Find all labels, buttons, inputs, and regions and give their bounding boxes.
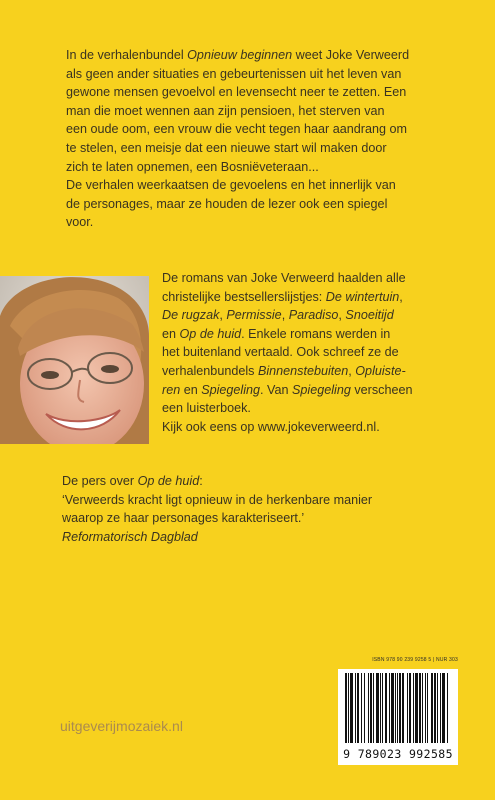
text-segment: ,: [219, 308, 227, 323]
barcode: [338, 669, 458, 765]
barcode-bar: [395, 673, 396, 743]
text-line: [62, 528, 372, 547]
text-segment: zich te laten opnemen, een Bosniëveteraan...: [66, 159, 319, 174]
barcode-bar: [361, 673, 362, 743]
text-segment: het buitenland vertaald. Ook schreef ze de: [162, 345, 399, 360]
barcode-bar: [415, 673, 418, 743]
text-segment: waarop ze haar personages karakteriseert.’: [62, 511, 305, 526]
text-segment: De rugzak: [162, 308, 220, 323]
author-bio-paragraph: [162, 269, 412, 436]
text-segment: Binnenstebuiten: [257, 363, 349, 378]
text-segment: Snoeitijd: [345, 308, 394, 323]
text-line: [162, 399, 412, 418]
barcode-bar: [427, 673, 428, 743]
text-segment: ren: [162, 382, 181, 397]
barcode-bar: [389, 673, 390, 743]
text-segment: Spiegeling: [201, 382, 261, 397]
author-photo: [0, 276, 149, 444]
text-segment: ,: [281, 308, 289, 323]
text-segment: voor.: [66, 215, 94, 230]
text-segment: . Enkele romans werden in: [241, 326, 391, 341]
barcode-bar: [391, 673, 394, 743]
text-segment: en: [162, 326, 180, 341]
barcode-bar: [364, 673, 365, 743]
text-line: [162, 381, 412, 400]
text-segment: ,: [338, 308, 346, 323]
barcode-bar: [380, 673, 381, 743]
text-segment: Op de huid: [179, 326, 242, 341]
text-segment: verscheen: [350, 382, 413, 397]
text-line: [162, 306, 412, 325]
barcode-bar: [357, 673, 359, 743]
publisher-website: uitgeverijmozaiek.nl: [60, 718, 183, 734]
barcode-bar: [355, 673, 356, 743]
barcode-bar: [397, 673, 398, 743]
text-line: [62, 509, 372, 528]
text-line: [66, 83, 409, 102]
barcode-bar: [370, 673, 372, 743]
text-line: [66, 102, 409, 121]
text-segment: een oude oom, een vrouw die vecht tegen haar aandrang om: [66, 122, 407, 137]
text-line: [66, 195, 409, 214]
barcode-block: [338, 657, 458, 765]
text-segment: De romans van Joke Verweerd haalden alle: [162, 271, 406, 285]
text-segment: De pers over: [62, 474, 138, 488]
text-line: [62, 491, 372, 510]
text-line: [66, 65, 409, 84]
text-segment: ,: [399, 289, 403, 304]
text-segment: In de verhalenbundel: [66, 48, 188, 62]
barcode-bar: [368, 673, 369, 743]
text-segment: gewone mensen gevoelvol en levensecht neer te zetten. Een: [66, 85, 407, 100]
text-line: [66, 176, 409, 195]
text-segment: :: [199, 474, 203, 488]
text-segment: een luisterboek.: [162, 401, 251, 416]
text-segment: ‘Verweerds kracht ligt opnieuw in de herkenbare manier: [62, 492, 373, 507]
text-line: [62, 472, 372, 491]
barcode-bar: [373, 673, 374, 743]
barcode-bar: [437, 673, 438, 743]
text-segment: Op de huid: [137, 474, 200, 488]
text-line: [66, 213, 409, 232]
text-line: [66, 120, 409, 139]
barcode-bar: [345, 673, 347, 743]
barcode-bar: [385, 673, 387, 743]
press-quote-paragraph: [62, 472, 372, 546]
barcode-bar: [382, 673, 383, 743]
barcode-bar: [425, 673, 426, 743]
barcode-bars: [343, 673, 453, 743]
isbn-line: ISBN 978 90 239 9258 5 | NUR 303: [372, 657, 458, 663]
text-segment: weet Joke Verweerd: [292, 48, 410, 62]
barcode-bar: [350, 673, 353, 743]
text-segment: Paradiso: [288, 308, 339, 323]
text-segment: en: [180, 382, 202, 397]
text-segment: verhalenbundels: [162, 363, 258, 378]
text-segment: Kijk ook eens op www.jokeverweerd.nl.: [162, 419, 380, 434]
text-line: [162, 288, 412, 307]
barcode-bar: [376, 673, 379, 743]
text-segment: De verhalen weerkaatsen de gevoelens en het innerlijk van: [66, 178, 396, 193]
text-segment: de personages, maar ze houden de lezer ook een spiegel: [66, 196, 388, 211]
barcode-digits: 9 789023 992585: [343, 747, 453, 761]
text-line: [66, 46, 409, 65]
text-line: [162, 418, 412, 437]
barcode-bar: [431, 673, 433, 743]
intro-paragraph: [66, 46, 409, 232]
text-segment: Permissie: [226, 308, 282, 323]
barcode-bar: [442, 673, 445, 743]
text-segment: ,: [348, 363, 356, 378]
text-segment: . Van: [260, 382, 293, 397]
barcode-bar: [434, 673, 436, 743]
barcode-bar: [402, 673, 404, 743]
barcode-bar: [413, 673, 414, 743]
text-line: [66, 139, 409, 158]
barcode-bar: [407, 673, 408, 743]
text-segment: Reformatorisch Dagblad: [62, 529, 198, 544]
text-segment: Opluiste-: [355, 363, 406, 378]
text-segment: man die moet wennen aan zijn pensioen, het sterven van: [66, 103, 385, 118]
text-segment: christelijke bestsellerslijstjes:: [162, 289, 326, 304]
barcode-bar: [447, 673, 448, 743]
barcode-bar: [348, 673, 349, 743]
text-line: [162, 343, 412, 362]
barcode-bar: [399, 673, 401, 743]
text-segment: te stelen, een meisje dat een nieuwe start wil maken door: [66, 140, 387, 155]
text-segment: Spiegeling: [292, 382, 351, 397]
barcode-bar: [422, 673, 423, 743]
text-line: [162, 269, 412, 288]
text-line: [162, 362, 412, 381]
barcode-bar: [409, 673, 411, 743]
text-line: [66, 158, 409, 177]
text-segment: De wintertuin: [325, 289, 400, 304]
text-segment: Opnieuw beginnen: [187, 48, 293, 62]
barcode-bar: [440, 673, 441, 743]
text-segment: als geen ander situaties en gebeurtenissen uit het leven van: [66, 66, 402, 81]
barcode-bar: [419, 673, 421, 743]
text-line: [162, 325, 412, 344]
